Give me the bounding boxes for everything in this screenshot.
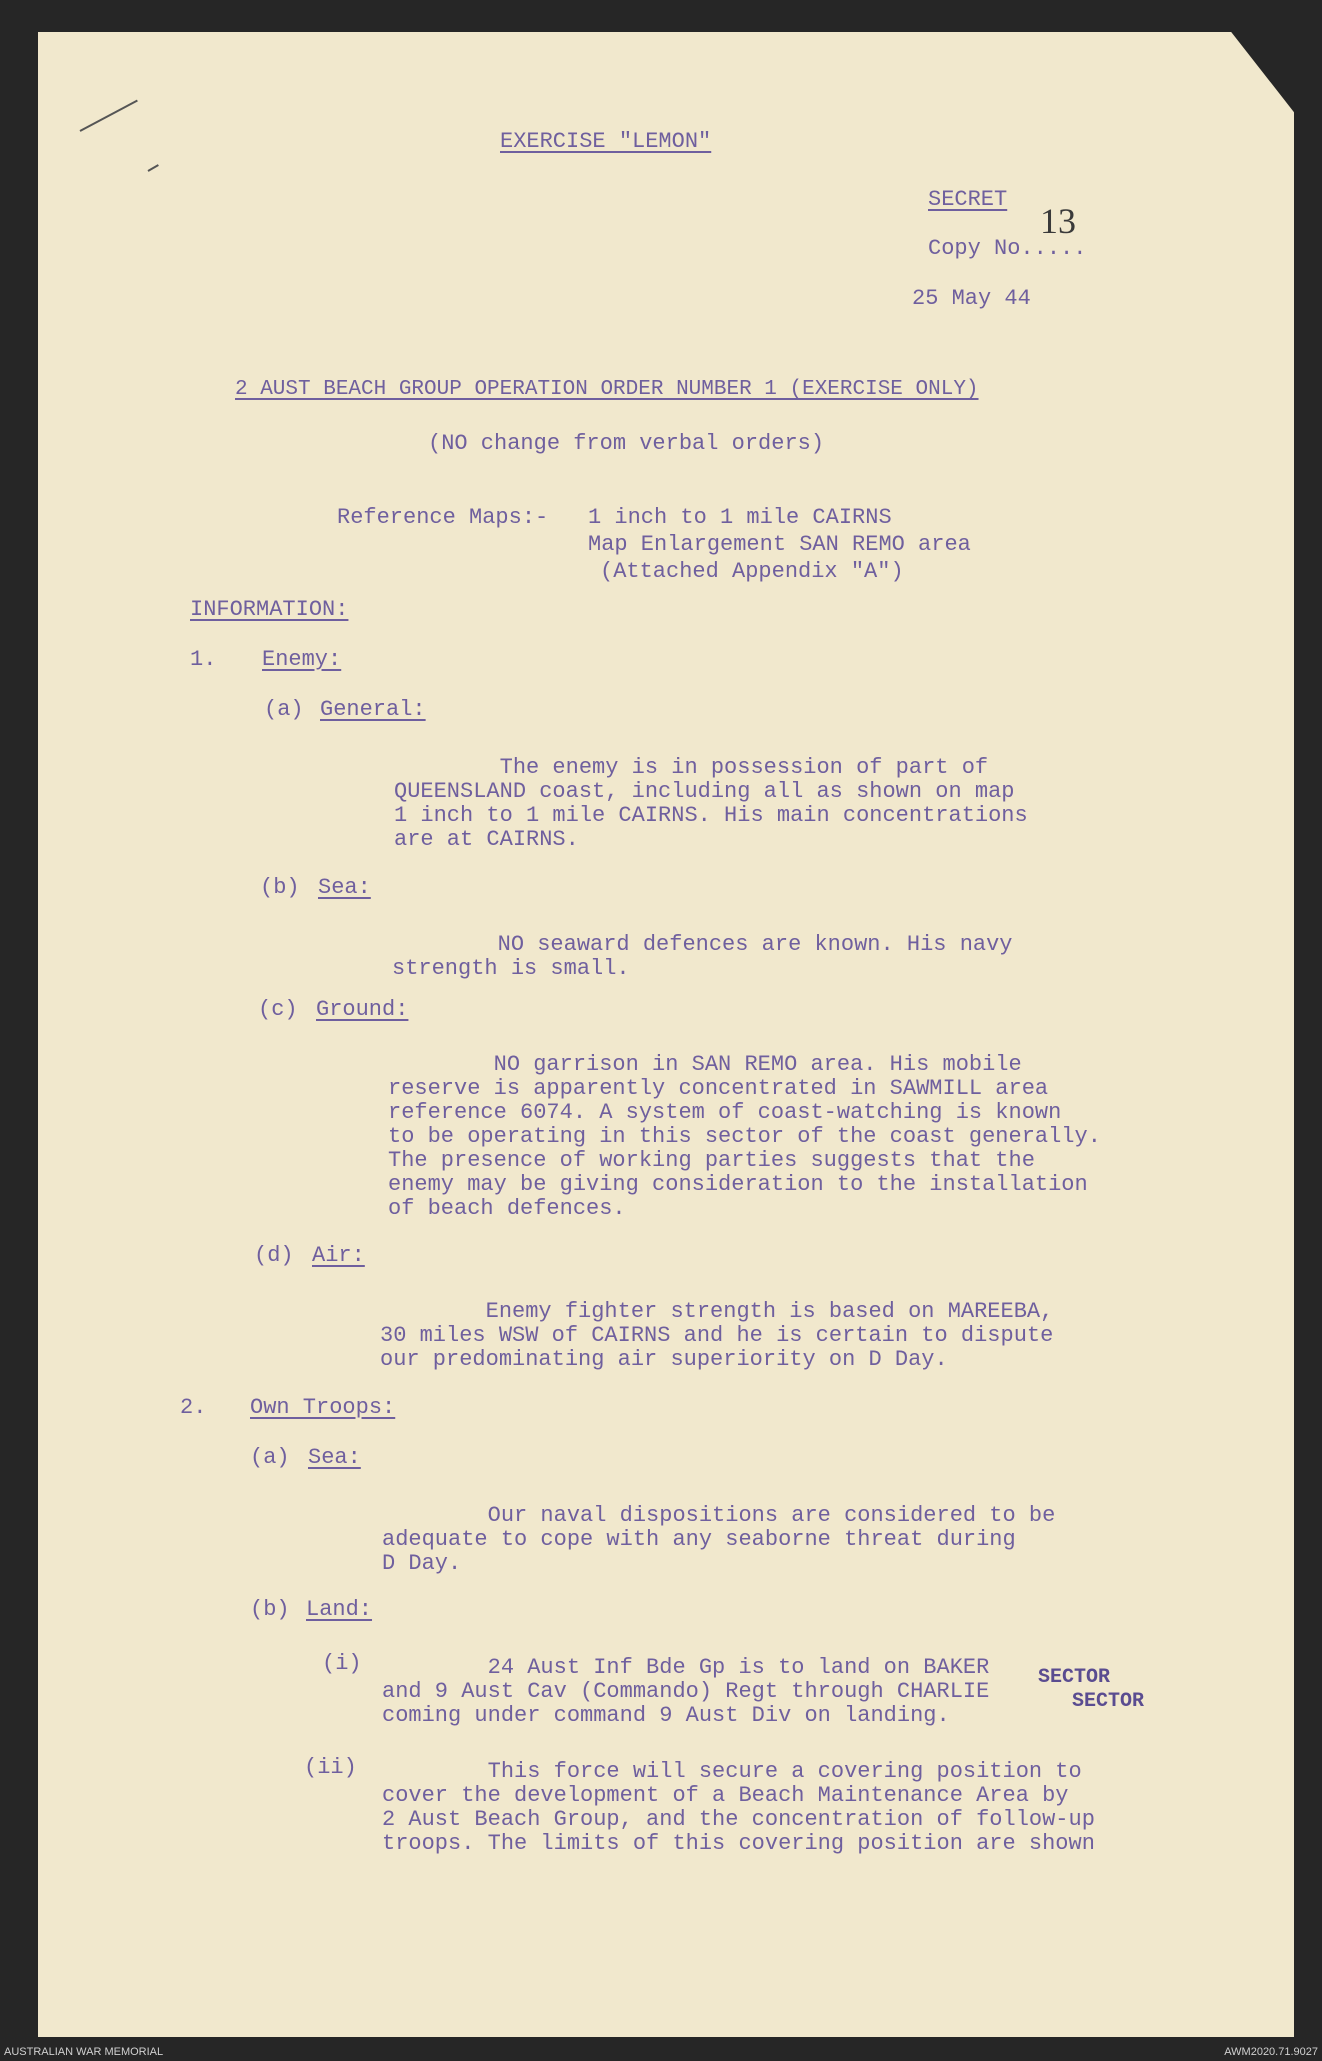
item-label: (ii) (304, 1755, 357, 1780)
footer-accession: AWM2020.71.9027 (1224, 2046, 1318, 2058)
section-number: 2. (180, 1395, 207, 1420)
sector-stamp: SECTOR (1072, 1690, 1145, 1713)
item-label: (i) (322, 1651, 362, 1676)
reference-line: (Attached Appendix "A") (600, 559, 904, 584)
body-line: This force will secure a covering position to (382, 1759, 1082, 1784)
subsection-heading-sea: Sea: (318, 875, 371, 900)
subsection-label: (d) (254, 1243, 294, 1268)
subsection-heading-general: General: (320, 697, 426, 722)
body-line: cover the development of a Beach Maintenance Area by (382, 1783, 1069, 1808)
body-line: to be operating in this sector of the coast generally. (388, 1124, 1101, 1149)
information-heading: INFORMATION: (190, 597, 349, 622)
sector-stamp: SECTOR (1038, 1666, 1111, 1689)
order-subtitle: (NO change from verbal orders) (428, 431, 825, 456)
body-line: The presence of working parties suggests that the (388, 1148, 1035, 1173)
body-line: 24 Aust Inf Bde Gp is to land on BAKER (382, 1655, 990, 1680)
document-page (38, 32, 1294, 2037)
body-line: enemy may be giving consideration to the installation (388, 1172, 1088, 1197)
subsection-label: (a) (264, 697, 304, 722)
body-line: NO seaward defences are known. His navy (392, 932, 1013, 957)
body-line: and 9 Aust Cav (Commando) Regt through CHARLIE (382, 1679, 990, 1704)
copy-number: 13 (1040, 201, 1076, 241)
body-line: 30 miles WSW of CAIRNS and he is certain to dispute (380, 1323, 1054, 1348)
reference-label: Reference Maps:- (337, 505, 549, 530)
body-line: NO garrison in SAN REMO area. His mobile (388, 1052, 1022, 1077)
body-line: are at CAIRNS. (394, 827, 579, 852)
body-line: 2 Aust Beach Group, and the concentration of follow-up (382, 1807, 1095, 1832)
body-line: coming under command 9 Aust Div on landing. (382, 1703, 950, 1728)
body-line: of beach defences. (388, 1196, 626, 1221)
subsection-heading-sea: Sea: (308, 1445, 361, 1470)
body-line: Our naval dispositions are considered to be (382, 1503, 1056, 1528)
body-line: troops. The limits of this covering position are shown (382, 1831, 1095, 1856)
section-number: 1. (190, 647, 217, 672)
subsection-label: (c) (258, 997, 298, 1022)
copy-label: Copy No..... (928, 236, 1087, 261)
reference-line: Map Enlargement SAN REMO area (588, 532, 971, 557)
section-heading-enemy: Enemy: (262, 647, 342, 672)
footer-source: AUSTRALIAN WAR MEMORIAL (4, 2046, 164, 2058)
order-title: 2 AUST BEACH GROUP OPERATION ORDER NUMBER 1 (EXERCISE ONLY) (235, 378, 979, 401)
body-line: The enemy is in possession of part of (394, 755, 989, 780)
body-line: QUEENSLAND coast, including all as shown on map (394, 779, 1015, 804)
section-heading-own-troops: Own Troops: (250, 1395, 396, 1420)
document-date: 25 May 44 (912, 286, 1031, 311)
body-line: 1 inch to 1 mile CAIRNS. His main concentrations (394, 803, 1028, 828)
body-line: Enemy fighter strength is based on MAREEBA, (380, 1299, 1054, 1324)
subsection-heading-ground: Ground: (316, 997, 409, 1022)
subsection-label: (b) (250, 1597, 290, 1622)
body-line: adequate to cope with any seaborne threat during (382, 1527, 1016, 1552)
subsection-heading-air: Air: (312, 1243, 365, 1268)
body-line: strength is small. (392, 956, 630, 981)
body-line: reference 6074. A system of coast-watching is known (388, 1100, 1062, 1125)
reference-line: 1 inch to 1 mile CAIRNS (588, 505, 892, 530)
body-line: our predominating air superiority on D Day. (380, 1347, 948, 1372)
body-line: D Day. (382, 1551, 462, 1576)
subsection-label: (a) (250, 1445, 290, 1470)
exercise-title: EXERCISE "LEMON" (500, 129, 712, 154)
classification-stamp: SECRET (928, 187, 1008, 212)
body-line: reserve is apparently concentrated in SAWMILL area (388, 1076, 1049, 1101)
subsection-heading-land: Land: (306, 1597, 373, 1622)
subsection-label: (b) (260, 875, 300, 900)
